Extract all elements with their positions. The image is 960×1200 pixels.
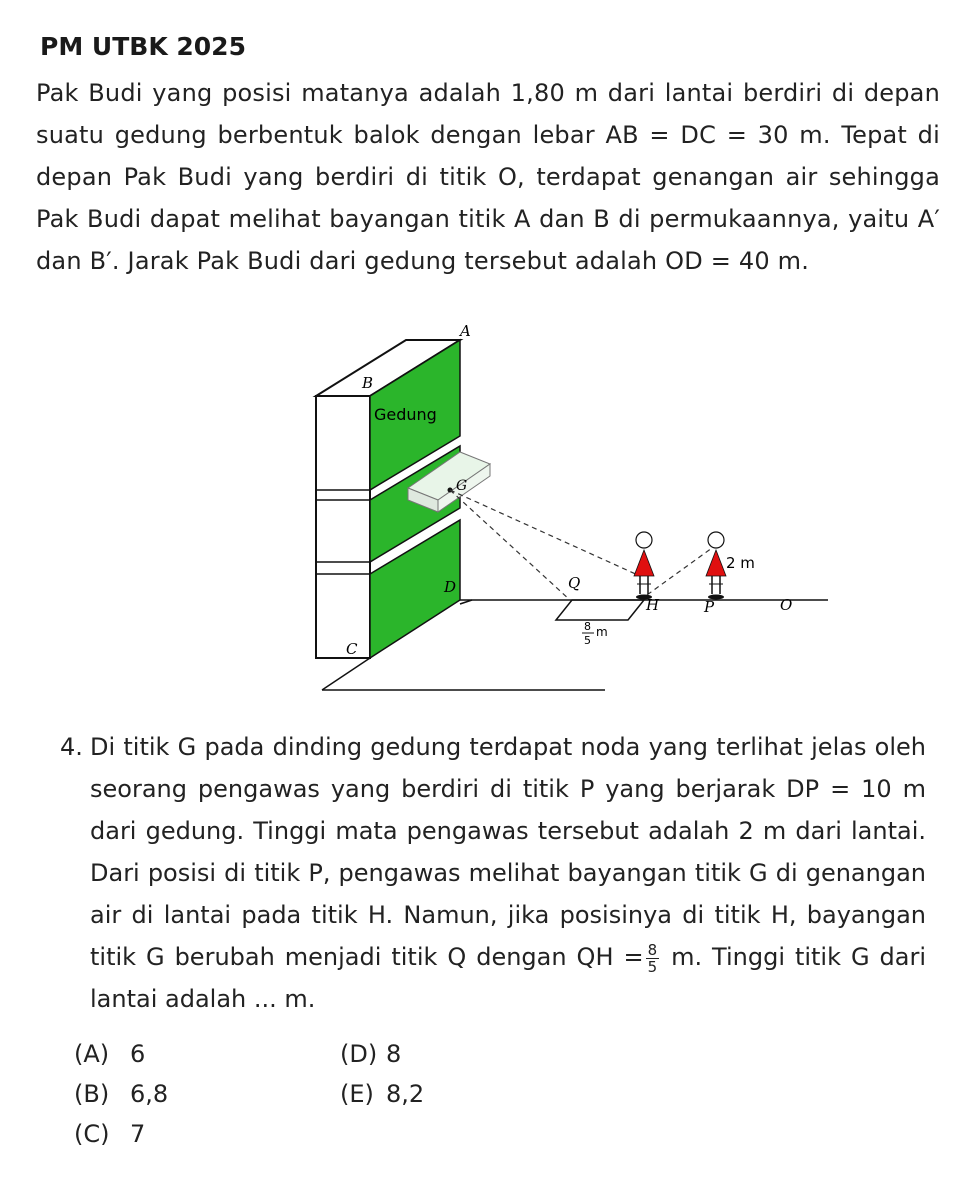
option-a-letter: (A) — [74, 1040, 110, 1068]
geometry-figure — [300, 318, 840, 704]
question-text-part1: Di titik G pada dinding gedung terdapat noda yang terlihat jelas oleh seorang pengawas yang berdiri di titik P yang berjarak DP = 10 m dari gedung. Tinggi mata pengawas tersebut adalah 2 m dari lantai. Dari posisi di titik P, pengawas melihat bayangan titik G di genangan air di lantai pada titik H. Namun, jika posisinya di titik H, bayangan titik G berubah menjadi titik Q dengan QH = — [90, 733, 926, 971]
label-d: D — [444, 578, 457, 596]
question-text — [90, 726, 926, 1020]
option-e[interactable] — [340, 1074, 424, 1114]
option-c[interactable] — [74, 1114, 145, 1154]
label-h: H — [646, 596, 660, 614]
building-front-face — [316, 396, 370, 658]
question-number: 4. — [60, 733, 83, 761]
option-d-value: 8 — [386, 1040, 402, 1068]
option-e-value: 8,2 — [386, 1080, 425, 1108]
person-at-h — [634, 532, 654, 600]
label-g: G — [456, 478, 468, 494]
label-c: C — [346, 640, 358, 658]
base-diagonal — [322, 658, 370, 690]
option-c-value: 7 — [130, 1120, 146, 1148]
label-frac-num: 8 — [584, 620, 591, 633]
question-4 — [60, 726, 926, 1020]
label-frac-unit: m — [596, 625, 608, 639]
label-o: O — [780, 596, 793, 614]
water-puddle — [556, 600, 644, 620]
fraction-8-5 — [646, 942, 660, 975]
option-d[interactable] — [340, 1034, 401, 1074]
sight-line-g-h — [450, 490, 640, 576]
label-frac-den: 5 — [584, 634, 591, 647]
fraction-denominator: 5 — [647, 957, 658, 976]
option-c-letter: (C) — [74, 1120, 110, 1148]
label-q: Q — [568, 574, 581, 592]
question-text-part2: m. Tinggi titik G dari lantai adalah ... m. — [90, 943, 926, 1013]
sight-line-g-q — [450, 490, 570, 600]
option-a[interactable] — [74, 1034, 145, 1074]
label-b: B — [362, 374, 374, 392]
option-d-letter: (D) — [340, 1040, 378, 1068]
option-b-letter: (B) — [74, 1080, 110, 1108]
option-a-value: 6 — [130, 1040, 146, 1068]
fraction-numerator: 8 — [647, 940, 658, 959]
label-building: Gedung — [374, 405, 437, 424]
person-at-p — [706, 532, 726, 600]
label-p: P — [704, 598, 715, 616]
option-b[interactable] — [74, 1074, 168, 1114]
option-b-value: 6,8 — [130, 1080, 169, 1108]
option-e-letter: (E) — [340, 1080, 374, 1108]
page-heading: PM UTBK 2025 — [40, 32, 246, 61]
label-height-2m: 2 m — [726, 554, 755, 572]
label-a: A — [460, 322, 471, 340]
intro-paragraph: Pak Budi yang posisi matanya adalah 1,80 m dari lantai berdiri di depan suatu gedung berbentuk balok dengan lebar AB = DC = 30 m. Tepat di depan Pak Budi yang berdiri di titik O, terdapat genangan air sehingga Pak Budi dapat melihat bayangan titik A dan B di permukaannya, yaitu A′ dan B′. Jarak Pak Budi dari gedung tersebut adalah OD = 40 m. — [36, 79, 940, 275]
